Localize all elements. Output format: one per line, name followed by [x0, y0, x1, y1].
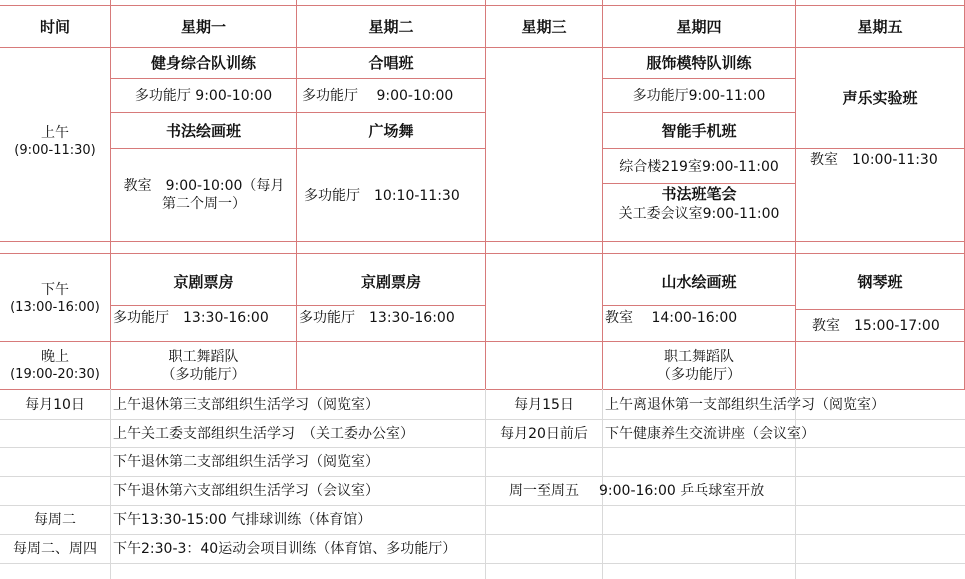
header-monday: 星期一: [180, 17, 226, 36]
activity-what: 下午健康养生交流讲座（会议室）: [605, 425, 815, 442]
class-location: 教室 14:00-16:00: [605, 310, 738, 326]
activity-what: 下午13:30-15:00 气排球训练（体育馆）: [113, 512, 372, 528]
activity-when: 每月20日前后: [500, 425, 588, 442]
class-location-line: 第二个周一）: [162, 196, 246, 212]
class-title: 职工舞蹈队: [664, 349, 734, 365]
grid-line: [485, 0, 486, 389]
activity-what: 下午退休第二支部组织生活学习（阅览室）: [113, 454, 379, 470]
grid-line: [0, 253, 965, 254]
class-location: 多功能厅 13:30-16:00: [113, 310, 269, 326]
header-tuesday: 星期二: [368, 17, 414, 36]
activity-what: 下午2:30-3：40运动会项目训练（体育馆、多功能厅）: [113, 541, 457, 557]
header-wednesday: 星期三: [521, 17, 567, 36]
period-afternoon: [0, 281, 110, 321]
class-title: 山水绘画班: [661, 273, 737, 291]
period-morning-label: 上午: [41, 125, 69, 141]
grid-line: [602, 148, 795, 149]
evening-class-monday: [111, 348, 296, 386]
grid-line: [795, 309, 965, 310]
class-title: 服饰模特队训练: [646, 54, 752, 72]
class-title: 书法班笔会: [661, 185, 737, 203]
activity-what: 下午退休第六支部组织生活学习（会议室）: [113, 483, 379, 499]
period-morning-time: (9:00-11:30): [14, 143, 96, 158]
activity-what: 9:00-16:00 乒乓球室开放: [599, 483, 765, 499]
class-location: 教室 15:00-17:00: [812, 318, 940, 334]
class-title: 健身综合队训练: [150, 54, 256, 72]
class-location-line: 教室 9:00-10:00（每月: [123, 178, 285, 194]
period-morning: [0, 124, 110, 164]
class-title: 声乐实验班: [842, 89, 918, 107]
header-friday: 星期五: [857, 17, 903, 36]
class-location: 多功能厅9:00-11:00: [632, 87, 766, 104]
class-title: 职工舞蹈队: [168, 349, 239, 365]
grid-line: [0, 241, 965, 242]
grid-line: [0, 563, 965, 564]
period-evening: [0, 348, 110, 386]
evening-class-thursday: [603, 348, 795, 386]
class-title: 合唱班: [368, 54, 414, 72]
header-time: 时间: [39, 17, 70, 36]
activity-when: [0, 420, 110, 447]
activity-when: [0, 448, 110, 476]
grid-line: [110, 148, 485, 149]
grid-line: [0, 341, 965, 342]
class-title: 智能手机班: [661, 121, 737, 140]
class-title: 京剧票房: [173, 273, 234, 291]
class-title: 钢琴班: [857, 273, 903, 291]
period-evening-label: 晚上: [41, 349, 69, 365]
activity-what: 上午退休第三支部组织生活学习（阅览室）: [113, 396, 379, 413]
header-thursday: 星期四: [676, 17, 722, 36]
activity-when: 每月15日: [514, 396, 574, 413]
class-title: 书法绘画班: [165, 121, 241, 140]
class-location: （多功能厅）: [161, 367, 246, 383]
period-afternoon-label: 下午: [41, 282, 69, 298]
period-afternoon-time: (13:00-16:00): [10, 300, 100, 315]
class-location: 教室 10:00-11:30: [810, 152, 938, 168]
class-location: 多功能厅 10:10-11:30: [304, 188, 460, 204]
activity-what: 上午离退休第一支部组织生活学习（阅览室）: [605, 396, 885, 413]
activity-when: 周一至周五: [509, 483, 579, 499]
grid-line: [795, 0, 796, 389]
class-location: 多功能厅 9:00-10:00: [302, 87, 454, 104]
class-title: 广场舞: [368, 121, 414, 140]
class-title: 京剧票房: [360, 273, 421, 291]
activity-when: 每周二、周四: [13, 541, 97, 557]
class-location: [112, 177, 296, 215]
activity-when: 每周二: [34, 512, 76, 528]
period-evening-time: (19:00-20:30): [10, 367, 100, 382]
class-location: 关工委会议室9:00-11:00: [618, 206, 780, 222]
class-location: 多功能厅 13:30-16:00: [299, 310, 455, 326]
class-location: （多功能厅）: [657, 367, 741, 383]
activity-when: [0, 477, 110, 505]
activity-when: 每月10日: [25, 396, 85, 413]
activity-what: 上午关工委支部组织生活学习 （关工委办公室）: [113, 425, 414, 442]
class-location: 多功能厅 9:00-10:00: [134, 87, 273, 104]
class-location: 综合楼219室9:00-11:00: [619, 159, 779, 175]
